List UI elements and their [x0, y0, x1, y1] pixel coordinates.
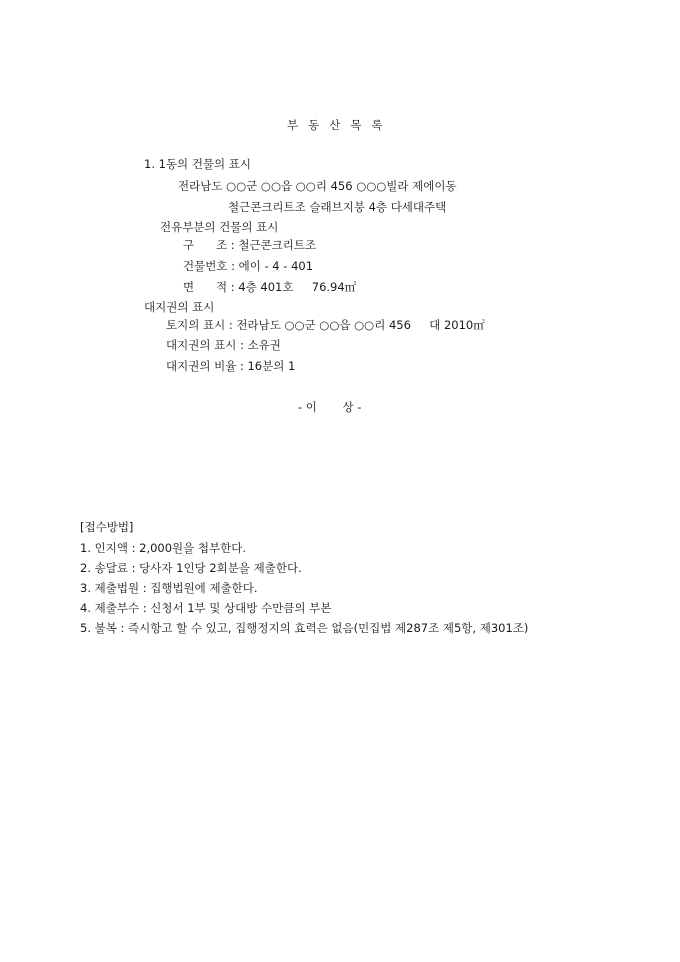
filing-item: 2. 송달료 : 당사자 1인당 2회분을 제출한다. — [80, 561, 302, 575]
closing-mark: - 이 상 - — [298, 400, 362, 414]
building-structure: 철근콘크리트조 슬래브지붕 4층 다세대주택 — [228, 200, 447, 214]
exclusive-area: 면 적 : 4층 401호 76.94㎡ — [183, 280, 357, 294]
filing-item: 3. 제출법원 : 집행법원에 제출한다. — [80, 581, 258, 595]
exclusive-part-heading: 전유부분의 건물의 표시 — [160, 220, 279, 234]
filing-item: 1. 인지액 : 2,000원을 첩부한다. — [80, 541, 247, 555]
exclusive-structure: 구 조 : 철근콘크리트조 — [183, 238, 317, 252]
filing-item: 5. 불복 : 즉시항고 할 수 있고, 집행정지의 효력은 없음(민집법 제287조 제5항, 제301조) — [80, 621, 529, 635]
land-description: 토지의 표시 : 전라남도 ○○군 ○○읍 ○○리 456 대 2010㎡ — [166, 318, 485, 332]
building-heading: 1. 1동의 건물의 표시 — [144, 157, 252, 171]
land-right-ratio: 대지권의 비율 : 16분의 1 — [166, 359, 296, 373]
filing-method-heading: [접수방법] — [80, 520, 134, 534]
filing-item: 4. 제출부수 : 신청서 1부 및 상대방 수만큼의 부본 — [80, 601, 332, 615]
land-right-type: 대지권의 표시 : 소유권 — [166, 338, 281, 352]
land-right-heading: 대지권의 표시 — [144, 300, 215, 314]
building-address: 전라남도 ○○군 ○○읍 ○○리 456 ○○○빌라 제에이동 — [178, 179, 457, 193]
exclusive-building-number: 건물번호 : 에이 - 4 - 401 — [183, 259, 314, 273]
document-title: 부동산목록 — [287, 118, 393, 132]
